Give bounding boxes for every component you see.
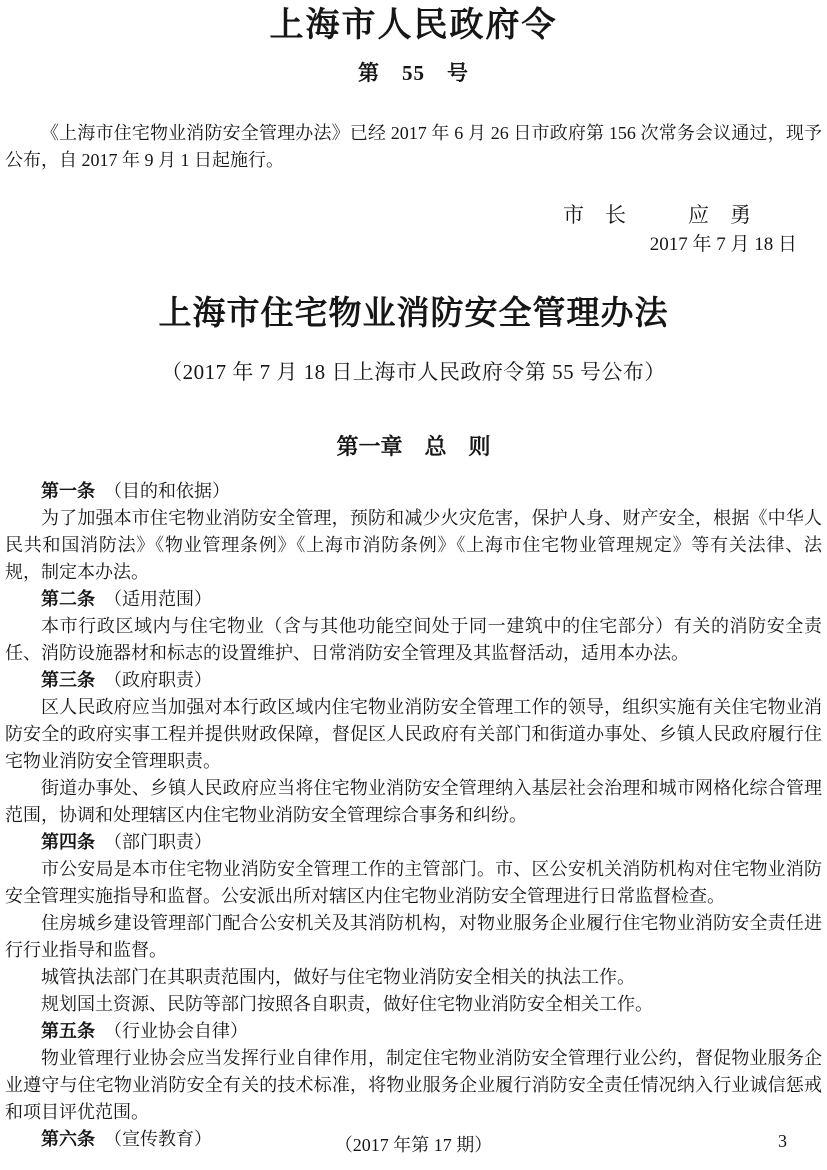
article-number: 第六条	[41, 1129, 95, 1150]
signature-name: 应 勇	[688, 203, 751, 228]
body-paragraph: 规划国土资源、民防等部门按照各自职责，做好住宅物业消防安全相关工作。	[41, 994, 653, 1015]
body-paragraph: 物业管理行业协会应当发挥行业自律作用，制定住宅物业消防安全管理行业公约，督促物业服务企业遵守与住宅物业消防安全有关的技术标准，将物业服务企业履行消防安全责任情况纳入行业诚信惩戒和项目评优范围。	[5, 1048, 822, 1123]
article-number: 第三条	[41, 670, 95, 691]
article-note: （宣传教育）	[95, 1129, 212, 1150]
article-heading	[5, 667, 822, 694]
article-number: 第一条	[41, 481, 95, 502]
body-paragraph: 市公安局是本市住宅物业消防安全管理工作的主管部门。市、区公安机关消防机构对住宅物业消防安全管理实施指导和监督。公安派出所对辖区内住宅物业消防安全管理进行日常监督检查。	[5, 859, 822, 907]
signature-block	[0, 200, 827, 260]
body-paragraph: 为了加强本市住宅物业消防安全管理，预防和减少火灾危害，保护人身、财产安全，根据《中华人民共和国消防法》《物业管理条例》《上海市消防条例》《上海市住宅物业管理规定》等有关法律、法规，制定本办法。	[5, 508, 822, 583]
article-heading	[5, 586, 822, 613]
article-note: （目的和依据）	[95, 481, 230, 502]
article-note: （部门职责）	[95, 832, 212, 853]
law-body	[5, 478, 822, 1153]
decree-number: 第 55 号	[358, 61, 469, 86]
signature-role: 市 长	[563, 203, 626, 228]
page-number: 3	[778, 1131, 787, 1151]
article-note: （适用范围）	[95, 589, 212, 610]
page-footer	[0, 1131, 827, 1155]
footer-issue-label: （2017 年第 17 期）	[334, 1135, 493, 1155]
article-heading	[5, 1018, 822, 1045]
body-paragraph: 街道办事处、乡镇人民政府应当将住宅物业消防安全管理纳入基层社会治理和城市网格化综合管理范围，协调和处理辖区内住宅物业消防安全管理综合事务和纠纷。	[5, 778, 822, 826]
decree-title: 上海市人民政府令	[269, 7, 558, 44]
chapter-heading: 第一章 总 则	[336, 434, 491, 460]
article-number: 第五条	[41, 1021, 95, 1042]
body-paragraph: 区人民政府应当加强对本行政区域内住宅物业消防安全管理工作的领导，组织实施有关住宅物业消防安全的政府实事工程并提供财政保障，督促区人民政府有关部门和街道办事处、乡镇人民政府履行住宅物业消防安全管理职责。	[5, 697, 822, 772]
signature-date: 2017 年 7 月 18 日	[649, 234, 797, 256]
signature-line	[0, 200, 827, 230]
article-heading	[5, 829, 822, 856]
decree-announcement: 《上海市住宅物业消防安全管理办法》已经 2017 年 6 月 26 日市政府第 156 次常务会议通过，现予公布，自 2017 年 9 月 1 日起施行。	[5, 123, 822, 171]
article-heading	[5, 478, 822, 505]
law-title: 上海市住宅物业消防安全管理办法	[158, 296, 669, 333]
law-subtitle: （2017 年 7 月 18 日上海市人民政府令第 55 号公布）	[161, 360, 666, 385]
body-paragraph: 住房城乡建设管理部门配合公安机关及其消防机构，对物业服务企业履行住宅物业消防安全责任进行行业指导和监督。	[5, 913, 822, 961]
body-paragraph: 城管执法部门在其职责范围内，做好与住宅物业消防安全相关的执法工作。	[41, 967, 635, 988]
article-note: （行业协会自律）	[95, 1021, 248, 1042]
body-paragraph: 本市行政区域内与住宅物业（含与其他功能空间处于同一建筑中的住宅部分）有关的消防安全责任、消防设施器材和标志的设置维护、日常消防安全管理及其监督活动，适用本办法。	[5, 616, 822, 664]
article-number: 第二条	[41, 589, 95, 610]
article-note: （政府职责）	[95, 670, 212, 691]
article-number: 第四条	[41, 832, 95, 853]
